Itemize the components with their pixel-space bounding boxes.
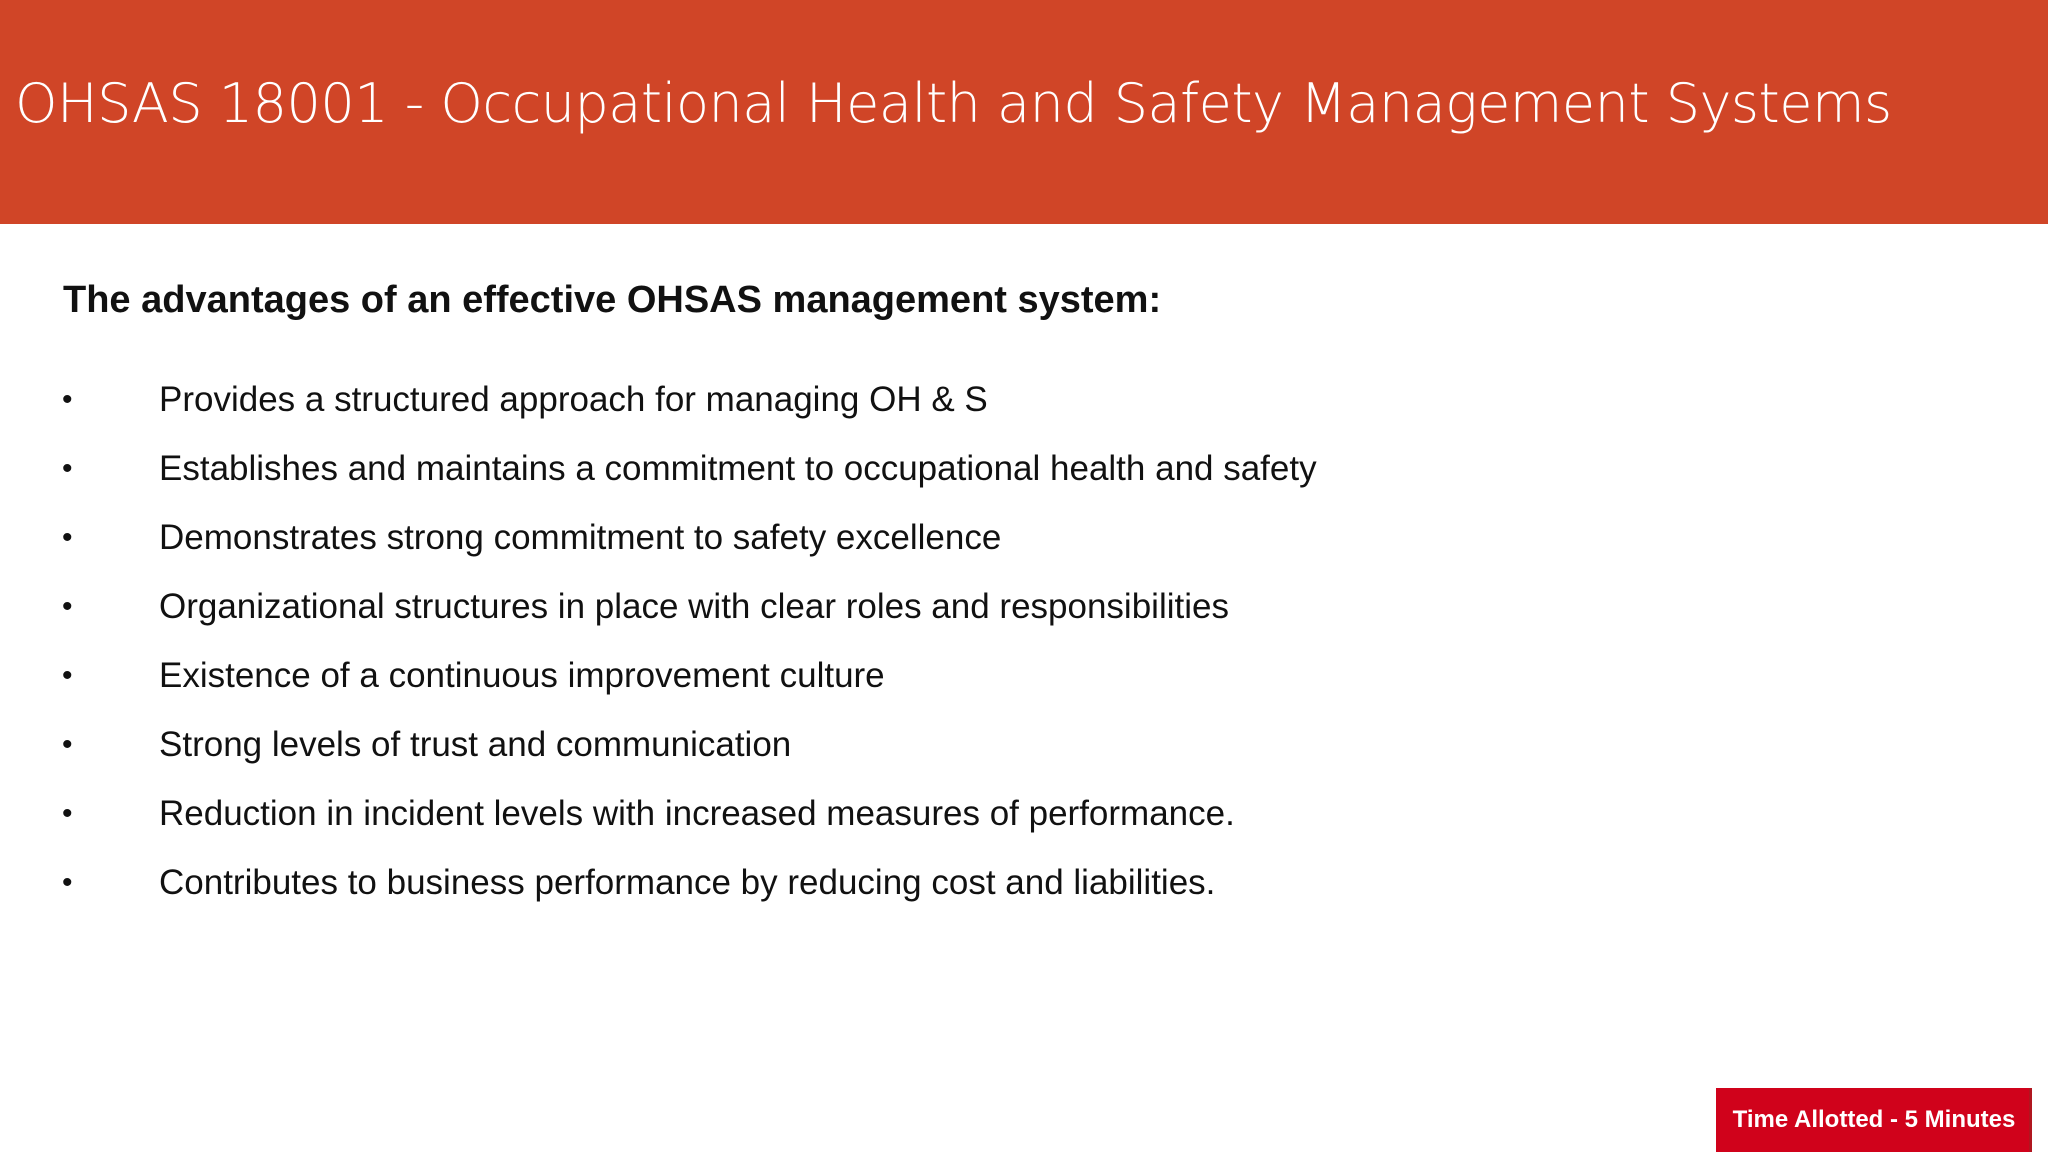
content-heading: The advantages of an effective OHSAS management system: <box>63 279 1162 321</box>
bullet-icon: • <box>62 728 73 761</box>
list-item-text: Organizational structures in place with clear roles and responsibilities <box>159 587 1229 626</box>
bullet-icon: • <box>62 590 73 623</box>
bullet-icon: • <box>62 797 73 830</box>
bullet-icon: • <box>62 659 73 692</box>
list-item-text: Demonstrates strong commitment to safety excellence <box>159 518 1002 557</box>
time-allotted-badge: Time Allotted - 5 Minutes <box>1716 1088 2032 1152</box>
bullet-icon: • <box>62 521 73 554</box>
list-item-text: Reduction in incident levels with increased measures of performance. <box>159 794 1235 833</box>
bullet-icon: • <box>62 452 73 485</box>
list-item-text: Contributes to business performance by reducing cost and liabilities. <box>159 863 1216 902</box>
list-item-text: Establishes and maintains a commitment to occupational health and safety <box>159 449 1317 488</box>
bullet-icon: • <box>62 383 73 416</box>
list-item-text: Provides a structured approach for managing OH & S <box>159 380 988 419</box>
list-item-text: Strong levels of trust and communication <box>159 725 792 764</box>
header-band <box>0 0 2048 224</box>
list-item-text: Existence of a continuous improvement culture <box>159 656 885 695</box>
bullet-icon: • <box>62 866 73 899</box>
slide-title: OHSAS 18001 - Occupational Health and Safety Management Systems <box>15 72 1892 135</box>
